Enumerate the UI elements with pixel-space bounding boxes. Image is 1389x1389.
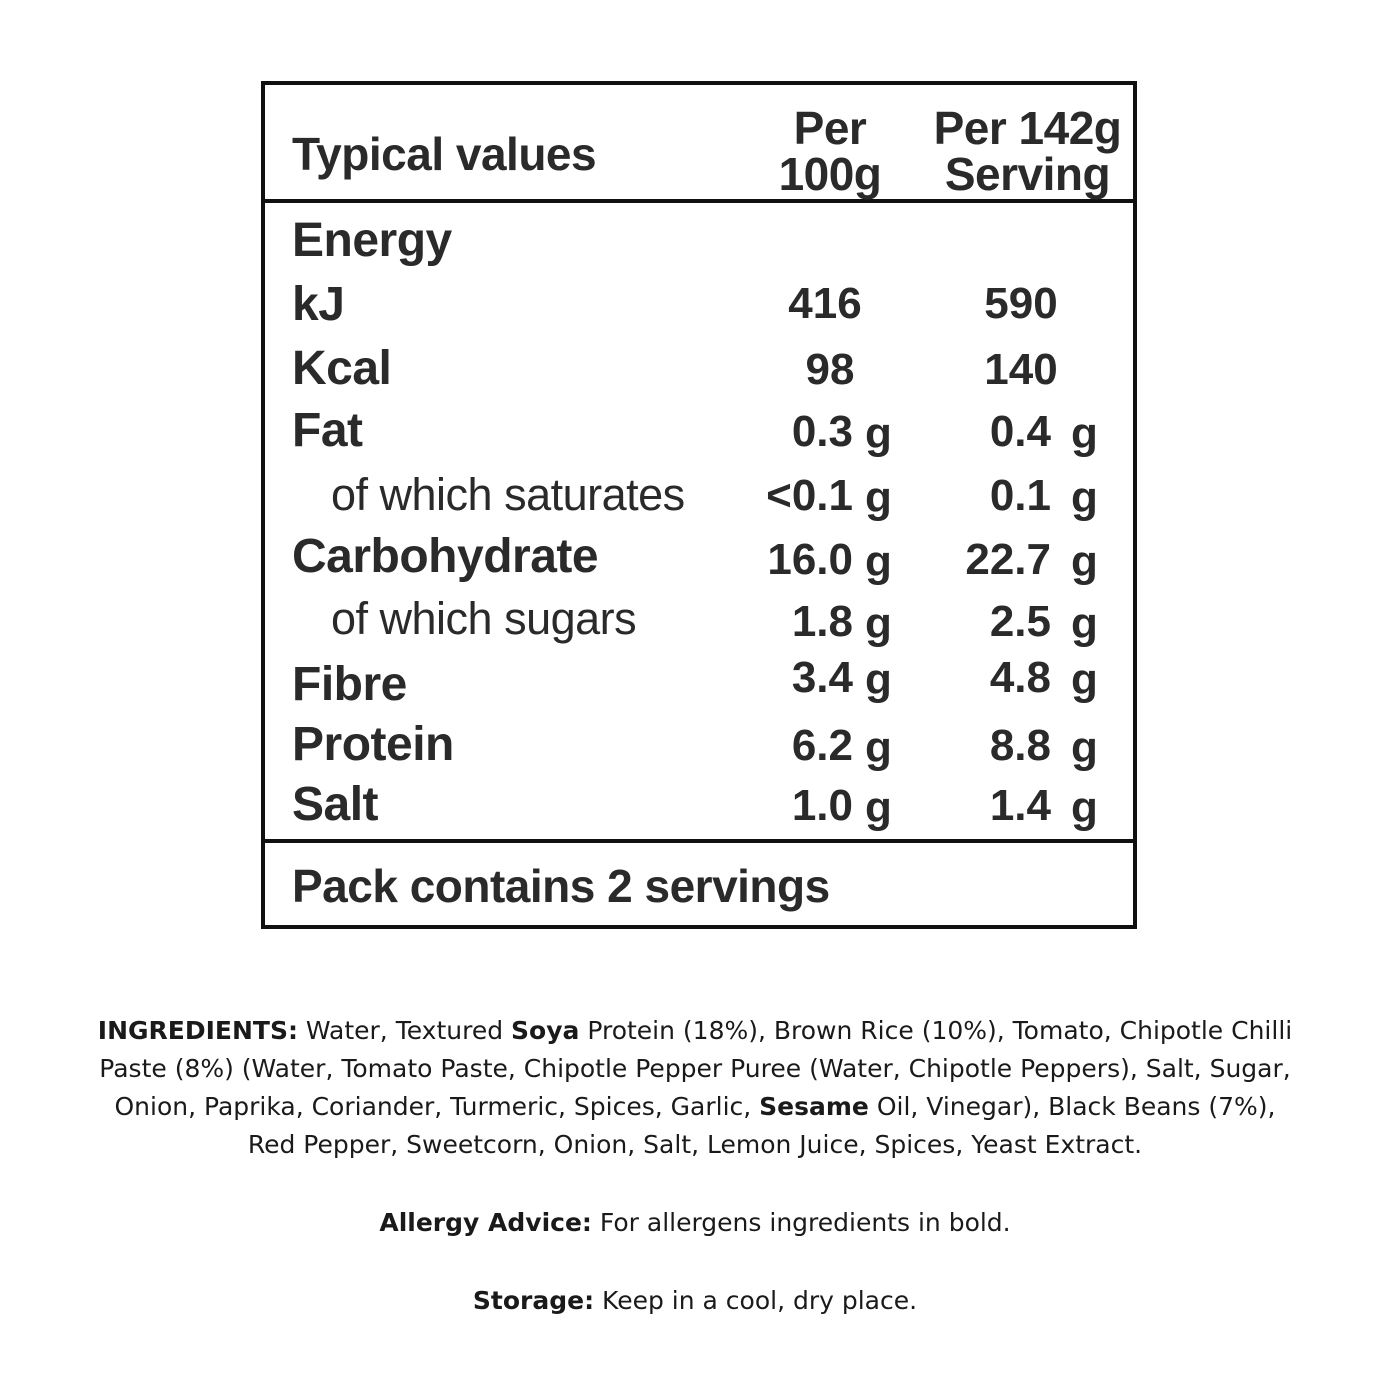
header-per-serving-line1: Per 142g [933, 102, 1122, 154]
value-per-100g: 98 [805, 345, 855, 394]
row-label: Carbohydrate [292, 530, 599, 583]
row-energy [265, 213, 1133, 273]
unit-per-serving: g [1071, 409, 1098, 458]
unit-per-serving: g [1071, 723, 1098, 772]
unit-per-serving: g [1071, 783, 1098, 832]
row-salt [265, 777, 1133, 837]
value-per-serving: 8.8 [989, 721, 1051, 770]
value-per-100g: 416 [788, 279, 862, 328]
allergen-sesame: Sesame [759, 1092, 869, 1121]
unit-per-100g: g [865, 599, 892, 648]
row-label: Kcal [292, 342, 392, 395]
table-header [265, 85, 1133, 203]
value-per-serving: 140 [984, 345, 1058, 394]
row-sugars [265, 591, 1133, 651]
value-per-serving: 1.4 [989, 781, 1051, 830]
row-label: Protein [292, 718, 454, 771]
unit-per-100g: g [865, 537, 892, 586]
unit-per-100g: g [865, 783, 892, 832]
value-per-serving: 2.5 [989, 597, 1051, 646]
storage-text: Keep in a cool, dry place. [594, 1286, 918, 1315]
unit-per-serving: g [1071, 537, 1098, 586]
unit-per-100g: g [865, 723, 892, 772]
ingredients-paragraph [90, 1012, 1300, 1164]
unit-per-100g: g [865, 473, 892, 522]
row-saturates [265, 467, 1133, 527]
row-protein [265, 717, 1133, 777]
ingredients-text-3: Oil, Vinegar), Black Beans (7%), Red Pepper, Sweetcorn, Onion, Salt, Lemon Juice, Spices, Yeast Extract. [247, 1092, 1276, 1159]
row-label: of which saturates [331, 469, 685, 520]
unit-per-serving: g [1071, 473, 1098, 522]
nutrition-table [261, 81, 1137, 929]
storage-label: Storage: [472, 1286, 595, 1315]
header-per-serving [925, 102, 1130, 200]
header-per-100g [765, 102, 895, 200]
unit-per-serving: g [1071, 599, 1098, 648]
header-per-serving-line2: Serving [944, 148, 1111, 200]
row-fibre [265, 653, 1133, 713]
value-per-100g: <0.1 [766, 471, 853, 520]
row-kj [265, 277, 1133, 337]
value-per-serving: 22.7 [965, 535, 1051, 584]
storage-info [90, 1282, 1300, 1320]
value-per-100g: 1.8 [791, 597, 853, 646]
unit-per-serving: g [1071, 655, 1098, 704]
header-typical-values: Typical values [292, 128, 597, 180]
row-label: Salt [292, 778, 379, 831]
value-per-100g: 0.3 [791, 407, 853, 456]
value-per-100g: 16.0 [767, 535, 853, 584]
allergy-advice [90, 1204, 1300, 1242]
row-kcal [265, 341, 1133, 401]
servings-note: Pack contains 2 servings [292, 860, 830, 912]
value-per-100g: 1.0 [791, 781, 853, 830]
row-carbohydrate [265, 529, 1133, 589]
value-per-serving: 4.8 [989, 653, 1051, 702]
allergy-label: Allergy Advice: [379, 1208, 592, 1237]
value-per-serving: 590 [984, 279, 1058, 328]
ingredients-label: INGREDIENTS: [97, 1016, 298, 1045]
row-label: of which sugars [331, 593, 637, 644]
row-label: Fibre [292, 658, 407, 711]
allergy-text: For allergens ingredients in bold. [591, 1208, 1011, 1237]
unit-per-100g: g [865, 409, 892, 458]
value-per-100g: 6.2 [791, 721, 853, 770]
allergen-soya: Soya [511, 1016, 580, 1045]
row-fat [265, 403, 1133, 463]
value-per-serving: 0.1 [989, 471, 1051, 520]
ingredients-text-1: Water, Textured [297, 1016, 512, 1045]
header-per-100g-line2: 100g [778, 148, 882, 200]
row-label: Energy [292, 214, 452, 267]
unit-per-100g: g [865, 655, 892, 704]
row-label: Fat [292, 404, 363, 457]
table-footer [265, 839, 1133, 929]
value-per-100g: 3.4 [791, 653, 853, 702]
ingredients-text-2: Protein (18%), Brown Rice (10%), Tomato, Chipotle Chilli Paste (8%) (Water, Tomato Paste, Chipotle Pepper Puree (Water, Chipotle Peppers), Salt, Sugar, Onion, Paprika, Coriander, Turmeric, Spices, Garlic, [99, 1016, 1293, 1121]
value-per-serving: 0.4 [989, 407, 1051, 456]
header-per-100g-line1: Per [793, 102, 867, 154]
row-label: kJ [292, 278, 345, 331]
